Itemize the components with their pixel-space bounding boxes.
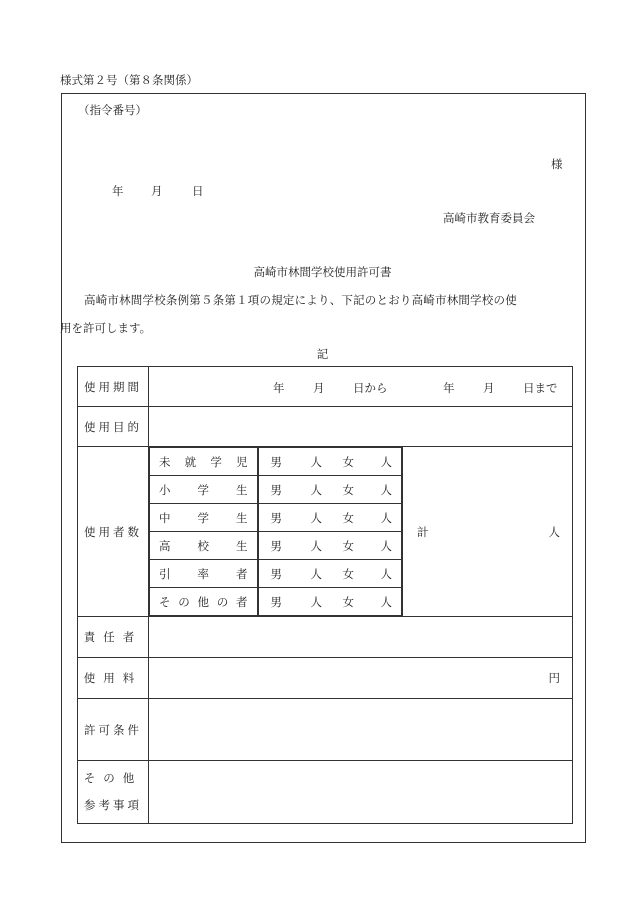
total-cell bbox=[403, 447, 573, 617]
total-label: 計 bbox=[417, 524, 429, 539]
date-year: 年 bbox=[112, 184, 124, 198]
user-type-junior-high: 中 学 生 bbox=[150, 504, 258, 532]
responsible-value bbox=[149, 617, 573, 658]
row-period bbox=[78, 367, 573, 407]
purpose-label: 使用目的 bbox=[78, 407, 149, 447]
user-types-cell bbox=[149, 447, 258, 617]
row-purpose bbox=[78, 407, 573, 447]
period-value: 年 月 日から 年 月 日まで bbox=[149, 367, 573, 407]
user-type-elementary: 小 学 生 bbox=[150, 476, 258, 504]
conditions-value bbox=[149, 699, 573, 761]
period-label: 使用期間 bbox=[78, 367, 149, 407]
user-counts-cell bbox=[258, 447, 403, 617]
users-label: 使用者数 bbox=[78, 447, 149, 617]
count-row: 男 人 女 人 bbox=[258, 532, 402, 560]
responsible-label: 責任者 bbox=[78, 617, 149, 658]
user-type-high-school: 高 校 生 bbox=[150, 532, 258, 560]
user-type-chaperone: 引 率 者 bbox=[150, 560, 258, 588]
date-day: 日 bbox=[192, 184, 204, 198]
fee-value bbox=[149, 658, 573, 699]
count-row: 男 人 女 人 bbox=[258, 476, 402, 504]
body-text-line-2: 用を許可します。 bbox=[60, 321, 152, 335]
purpose-value bbox=[149, 407, 573, 447]
other-label: その他 参考事項 bbox=[78, 761, 149, 824]
total-unit: 人 bbox=[548, 524, 561, 539]
row-users bbox=[78, 447, 573, 617]
row-fee bbox=[78, 658, 573, 699]
fee-unit: 円 bbox=[548, 671, 561, 685]
designation-number: （指令番号） bbox=[78, 103, 147, 117]
fee-label: 使用料 bbox=[78, 658, 149, 699]
recipient-suffix: 様 bbox=[551, 157, 563, 171]
body-text-line-1: 高崎市林間学校条例第５条第１項の規定により、下記のとおり高崎市林間学校の使 bbox=[84, 293, 517, 307]
count-row: 男 人 女 人 bbox=[258, 588, 402, 616]
user-type-other: そ の 他 の 者 bbox=[150, 588, 258, 616]
count-row: 男 人 女 人 bbox=[258, 560, 402, 588]
user-type-preschool: 未 就 学 児 bbox=[150, 448, 258, 476]
count-row: 男 人 女 人 bbox=[258, 448, 402, 476]
permit-table bbox=[77, 366, 573, 824]
row-responsible bbox=[78, 617, 573, 658]
ki-heading: 記 bbox=[316, 347, 329, 361]
form-number: 様式第２号（第８条関係） bbox=[60, 73, 198, 87]
date-month: 月 bbox=[151, 184, 163, 198]
count-row: 男 人 女 人 bbox=[258, 504, 402, 532]
document-title: 高崎市林間学校使用許可書 bbox=[253, 265, 392, 279]
other-value bbox=[149, 761, 573, 824]
row-conditions bbox=[78, 699, 573, 761]
row-other bbox=[78, 761, 573, 824]
conditions-label: 許可条件 bbox=[78, 699, 149, 761]
issuer: 高崎市教育委員会 bbox=[443, 211, 535, 225]
